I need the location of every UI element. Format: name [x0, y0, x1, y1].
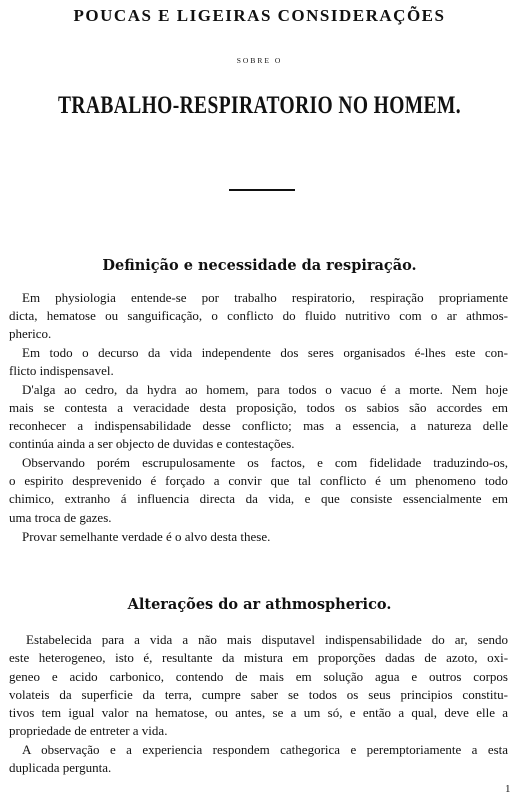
paragraph-line: A observação e a experiencia respondem cathegorica e peremptoriamente a esta [22, 742, 509, 757]
document-title: POUCAS E LIGEIRAS CONSIDERAÇÕES [73, 6, 446, 25]
paragraph-line: chimico, extranho á influencia directa da vida, e que consiste essencialmente em [9, 491, 508, 506]
section-heading-alteracoes: Alterações do ar athmospherico. [127, 596, 392, 613]
paragraph-line: D'alga ao cedro, da hydra ao homem, para todos o vacuo é a morte. Nem hoje [22, 382, 508, 397]
paragraph-line: reconhecer a indispensabilidade desse conflicto; mas a essencia, a natureza delle [9, 418, 509, 433]
paragraph-line: Em physiologia entende-se por trabalho respiratorio, respiração propriamente [22, 290, 509, 305]
paragraph-line: este heterogeneo, isto é, resultante da mistura em proporções dadas de azoto, oxi- [9, 650, 509, 665]
paragraph-line: Provar semelhante verdade é o alvo desta these. [22, 529, 271, 544]
paragraph-line: Estabelecida para a vida a não mais disputavel indispensabilidade do ar, sendo [26, 632, 508, 647]
paragraph-line: continúa ainda a ser objecto de duvidas e contestações. [9, 436, 295, 451]
paragraph-line: Em todo o decurso da vida independente dos seres organisados é-lhes este con- [22, 345, 508, 360]
subtitle-connector: SOBRE O [236, 56, 283, 65]
paragraph-line: geneo e acido carbonico, contendo de mais em solução agua e outros corpos [9, 669, 508, 684]
paragraph-line: uma troca de gazes. [9, 510, 112, 525]
thesis-title: TRABALHO-RESPIRATORIO NO HOMEM. [57, 92, 462, 119]
paragraph-line: flicto indispensavel. [9, 363, 114, 378]
section-heading-definicao: Definição e necessidade da respiração. [102, 257, 417, 274]
paragraph-line: mais se contesta a veracidade desta proposição, todos os sabios são accordes em [9, 400, 509, 415]
paragraph-line: o espirito desprevenido é forçado a convir que tal conflicto é um phenomeno todo [9, 473, 508, 488]
title-divider [229, 189, 295, 191]
paragraph-line: duplicada pergunta. [9, 760, 112, 775]
paragraph-line: dicta, hematose ou sanguificação, o conflicto do fluido nutritivo com o ar athmos- [9, 308, 508, 323]
paragraph-line: volateis da superficie da terra, cumpre saber se todos os seus principios constitu- [9, 687, 508, 702]
paragraph-line: Observando porém escrupulosamente os factos, e com fidelidade traduzindo-os, [22, 455, 509, 470]
paragraph-line: propriedade de entreter a vida. [9, 723, 168, 738]
paragraph-line: tivos tem igual valor na hematose, ou antes, se a um só, e então a qual, deve elle a [9, 705, 509, 720]
page-number: 1 [505, 783, 511, 795]
paragraph-line: pherico. [9, 326, 52, 341]
